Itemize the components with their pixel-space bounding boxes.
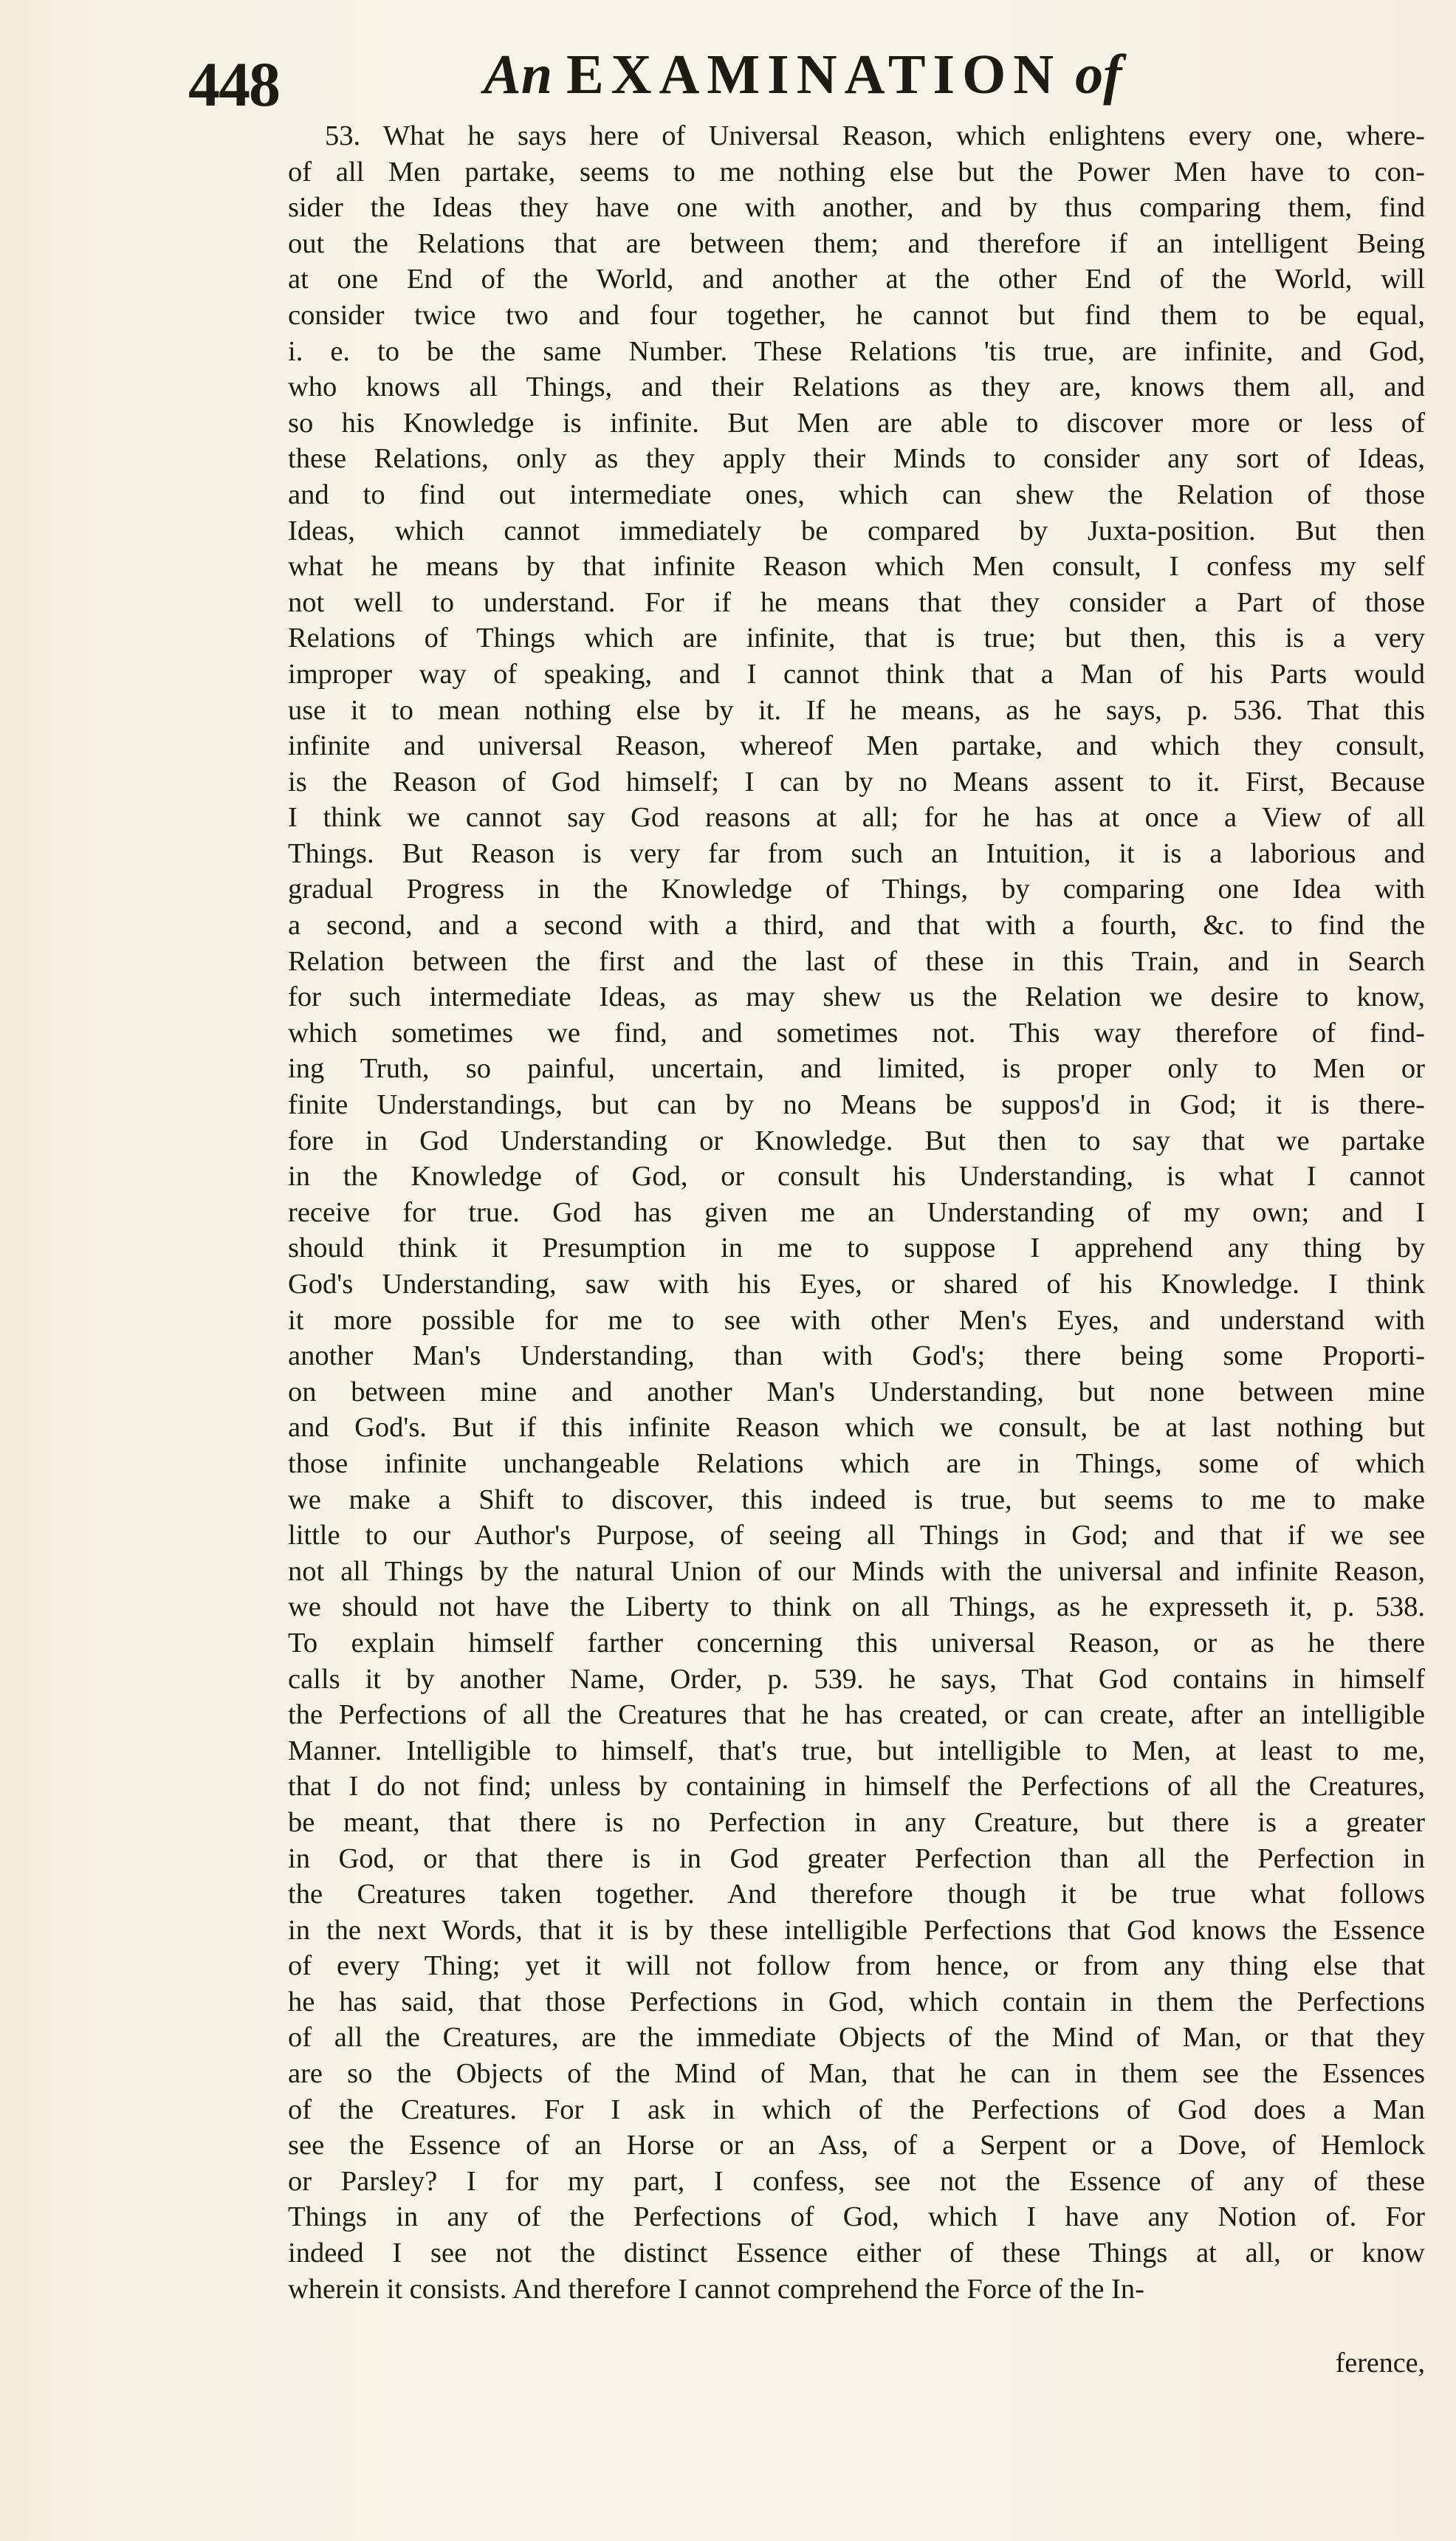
body-text xyxy=(288,118,1425,2307)
text-line: that I do not find; unless by containing in himself the Perfections of all the Creatures, xyxy=(288,1771,1425,1803)
text-line: the Creatures taken together. And therefore though it be true what follows xyxy=(288,1879,1425,1910)
text-line: those infinite unchangeable Relations which are in Things, some of which xyxy=(288,1447,1425,1479)
text-line: improper way of speaking, and I cannot think that a Man of his Parts would xyxy=(288,658,1425,690)
text-line: gradual Progress in the Knowledge of Things, by comparing one Idea with xyxy=(288,874,1425,905)
text-line: and God's. But if this infinite Reason which we consult, be at last nothing but xyxy=(288,1412,1425,1444)
text-line: on between mine and another Man's Understanding, but none between mine xyxy=(288,1376,1425,1407)
text-line: out the Relations that are between them; and therefore if an intelligent Being xyxy=(288,227,1425,259)
text-line: at one End of the World, and another at the other End of the World, will xyxy=(288,264,1425,295)
text-line: should think it Presumption in me to suppose I apprehend any thing by xyxy=(288,1232,1425,1264)
text-line: it more possible for me to see with other Men's Eyes, and understand with xyxy=(288,1304,1425,1336)
text-line: 53. What he says here of Universal Reason, which enlightens every one, where- xyxy=(325,120,1425,151)
text-line: are so the Objects of the Mind of Man, that he can in them see the Essences xyxy=(288,2058,1425,2090)
text-line: of all the Creatures, are the immediate Objects of the Mind of Man, or that they xyxy=(288,2022,1425,2054)
text-line: finite Understandings, but can by no Means be suppos'd in God; it is there- xyxy=(288,1089,1425,1121)
page-number: 448 xyxy=(188,49,279,120)
text-line: receive for true. God has given me an Understanding of my own; and I xyxy=(288,1196,1425,1228)
text-line: of all Men partake, seems to me nothing else but the Power Men have to con- xyxy=(288,156,1425,188)
text-line: God's Understanding, saw with his Eyes, or shared of his Knowledge. I think xyxy=(288,1269,1425,1300)
text-line: consider twice two and four together, he cannot but find them to be equal, xyxy=(288,299,1425,331)
text-line: which sometimes we find, and sometimes not. This way therefore of find- xyxy=(288,1017,1425,1049)
text-line: Relation between the first and the last of these in this Train, and in Search xyxy=(288,945,1425,977)
text-line: we should not have the Liberty to think on all Things, as he expresseth it, p. 538. xyxy=(288,1591,1425,1623)
text-line: Things. But Reason is very far from such an Intuition, it is a laborious and xyxy=(288,837,1425,869)
text-line: Ideas, which cannot immediately be compared by Juxta-position. But then xyxy=(288,515,1425,546)
text-line: be meant, that there is no Perfection in any Creature, but there is a greater xyxy=(288,1806,1425,1838)
text-line: is the Reason of God himself; I can by no Means assent to it. First, Because xyxy=(288,766,1425,798)
title-of: of xyxy=(1075,44,1122,106)
text-line: fore in God Understanding or Knowledge. But then to say that we partake xyxy=(288,1125,1425,1156)
text-line: a second, and a second with a third, and that with a fourth, &c. to find the xyxy=(288,910,1425,942)
text-line: I think we cannot say God reasons at all; for he has at once a View of all xyxy=(288,802,1425,834)
text-line: calls it by another Name, Order, p. 539. he says, That God contains in himself xyxy=(288,1663,1425,1695)
text-line: indeed I see not the distinct Essence either of these Things at all, or know xyxy=(288,2237,1425,2269)
text-line: another Man's Understanding, than with God's; there being some Proporti- xyxy=(288,1340,1425,1372)
text-line: what he means by that infinite Reason which Men consult, I confess my self xyxy=(288,551,1425,583)
text-line: infinite and universal Reason, whereof Men partake, and which they consult, xyxy=(288,730,1425,762)
text-line: who knows all Things, and their Relations as they are, knows them all, and xyxy=(288,371,1425,403)
text-line: Relations of Things which are infinite, that is true; but then, this is a very xyxy=(288,623,1425,654)
catchword: ference, xyxy=(1335,2348,1425,2379)
text-line: so his Knowledge is infinite. But Men are able to discover more or less of xyxy=(288,407,1425,439)
text-line: in the Knowledge of God, or consult his Understanding, is what I cannot xyxy=(288,1161,1425,1193)
text-line: little to our Author's Purpose, of seeing all Things in God; and that if we see xyxy=(288,1520,1425,1551)
text-line: To explain himself farther concerning this universal Reason, or as he there xyxy=(288,1627,1425,1659)
text-line: sider the Ideas they have one with another, and by thus comparing them, find xyxy=(288,192,1425,224)
text-line: use it to mean nothing else by it. If he means, as he says, p. 536. That this xyxy=(288,694,1425,726)
text-line: Things in any of the Perfections of God, which I have any Notion of. For xyxy=(288,2201,1425,2233)
text-line: for such intermediate Ideas, as may shew us the Relation we desire to know, xyxy=(288,981,1425,1013)
text-line: we make a Shift to discover, this indeed is true, but seems to me to make xyxy=(288,1484,1425,1515)
text-line: in God, or that there is in God greater Perfection than all the Perfection in xyxy=(288,1842,1425,1874)
text-line: in the next Words, that it is by these intelligible Perfections that God knows the Essence xyxy=(288,1914,1425,1946)
text-line: ing Truth, so painful, uncertain, and limited, is proper only to Men or xyxy=(288,1053,1425,1085)
title-examination: EXAMINATION xyxy=(566,44,1062,106)
text-line: of the Creatures. For I ask in which of the Perfections of God does a Man xyxy=(288,2094,1425,2125)
text-line: not all Things by the natural Union of our Minds with the universal and infinite Reason, xyxy=(288,1555,1425,1587)
title-an: An xyxy=(484,44,552,106)
text-line: of every Thing; yet it will not follow from hence, or from any thing else that xyxy=(288,1950,1425,1982)
text-line: the Perfections of all the Creatures that he has created, or can create, after an intelligible xyxy=(288,1699,1425,1731)
text-line: wherein it consists. And therefore I cannot comprehend the Force of the In- xyxy=(288,2273,1144,2305)
text-line: and to find out intermediate ones, which can shew the Relation of those xyxy=(288,479,1425,510)
text-line: not well to understand. For if he means that they consider a Part of those xyxy=(288,586,1425,618)
text-line: these Relations, only as they apply their Minds to consider any sort of Ideas, xyxy=(288,443,1425,475)
text-line: see the Essence of an Horse or an Ass, of a Serpent or a Dove, of Hemlock xyxy=(288,2130,1425,2161)
text-line: i. e. to be the same Number. These Relations 'tis true, are infinite, and God, xyxy=(288,335,1425,367)
text-line: Manner. Intelligible to himself, that's true, but intelligible to Men, at least to me, xyxy=(288,1735,1425,1766)
text-line: he has said, that those Perfections in God, which contain in them the Perfections xyxy=(288,1986,1425,2017)
running-title xyxy=(484,43,1122,107)
text-line: or Parsley? I for my part, I confess, see not the Essence of any of these xyxy=(288,2165,1425,2197)
